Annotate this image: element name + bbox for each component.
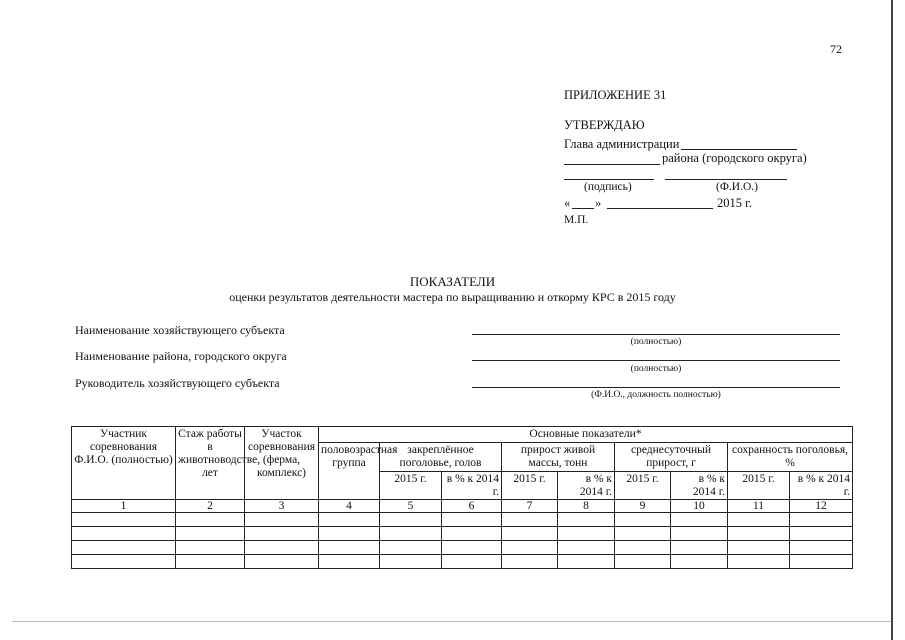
date-day-line	[572, 208, 594, 209]
signature-caption: (подпись)	[584, 181, 632, 193]
fio-line	[665, 179, 787, 180]
document-title: ПОКАЗАТЕЛИ	[409, 274, 496, 289]
date-quote-close: »	[595, 196, 602, 210]
table-row[interactable]	[72, 513, 853, 527]
page-bottom-rule	[12, 621, 893, 622]
livestock-year-header: 2015 г.	[380, 471, 442, 500]
table-row[interactable]	[72, 527, 853, 541]
column-number: 12	[790, 500, 853, 513]
gain-year-header: 2015 г.	[502, 471, 558, 500]
district-name-label: Наименование района, городского округа	[75, 349, 287, 363]
head-of-entity-hint: (Ф.И.О., должность полностью)	[591, 390, 721, 400]
daily-year-header: 2015 г.	[615, 471, 671, 500]
weight-gain-header: прирост живой массы, тонн	[502, 442, 615, 471]
head-name-line	[681, 149, 797, 150]
column-number: 6	[442, 500, 502, 513]
fio-caption: (Ф.И.О.)	[716, 181, 758, 193]
col-participant-header: Участник соревнования Ф.И.О. (полностью)	[72, 427, 176, 500]
signature-line	[564, 179, 654, 180]
survival-year-header: 2015 г.	[728, 471, 790, 500]
gain-pct-header: в % к 2014 г.	[558, 471, 615, 500]
column-number: 8	[558, 500, 615, 513]
page-right-rule	[891, 0, 893, 640]
col-experience-header: Стаж работы в животноводстве, лет	[176, 427, 245, 500]
column-number: 11	[728, 500, 790, 513]
column-number: 10	[671, 500, 728, 513]
column-number: 2	[176, 500, 245, 513]
column-number: 3	[245, 500, 319, 513]
main-indicators-header: Основные показатели*	[319, 427, 853, 443]
district-field-line	[472, 360, 840, 361]
page-number: 72	[830, 42, 842, 56]
survival-header: сохранность поголовья, %	[728, 442, 853, 471]
head-of-administration-label: Глава администрации	[564, 137, 680, 151]
document-subtitle: оценки результатов деятельности мастера по выращиванию и откорму КРС в 2015 году	[229, 290, 676, 304]
appendix-label: ПРИЛОЖЕНИЕ 31	[564, 88, 667, 102]
column-number: 9	[615, 500, 671, 513]
col-site-header: Участок соревнования (ферма, комплекс)	[245, 427, 319, 500]
district-name-line	[564, 164, 660, 165]
table-row[interactable]	[72, 555, 853, 569]
table-row[interactable]	[72, 541, 853, 555]
column-number: 4	[319, 500, 380, 513]
livestock-header: закреплённое поголовье, голов	[380, 442, 502, 471]
date-quote-open: «	[564, 196, 571, 210]
district-label: района (городского округа)	[662, 151, 807, 165]
district-name-hint: (полностью)	[630, 364, 682, 374]
head-of-entity-line	[472, 387, 840, 388]
column-number: 1	[72, 500, 176, 513]
approve-label: УТВЕРЖДАЮ	[564, 118, 645, 132]
date-year: 2015 г.	[717, 196, 752, 210]
daily-pct-header: в % к 2014 г.	[671, 471, 728, 500]
indicators-table	[71, 426, 853, 569]
col-group-header: половозрастная группа	[319, 442, 380, 500]
seal-label: М.П.	[564, 214, 589, 226]
livestock-pct-header: в % к 2014 г.	[442, 471, 502, 500]
date-month-line	[607, 208, 713, 209]
survival-pct-header: в % к 2014 г.	[790, 471, 853, 500]
column-number: 7	[502, 500, 558, 513]
column-number: 5	[380, 500, 442, 513]
column-numbers-row	[72, 500, 853, 513]
daily-gain-header: среднесуточный прирост, г	[615, 442, 728, 471]
entity-name-line	[472, 334, 840, 335]
entity-name-hint: (полностью)	[630, 337, 682, 347]
head-of-entity-label: Руководитель хозяйствующего субъекта	[75, 376, 280, 390]
entity-name-label: Наименование хозяйствующего субъекта	[75, 323, 285, 337]
